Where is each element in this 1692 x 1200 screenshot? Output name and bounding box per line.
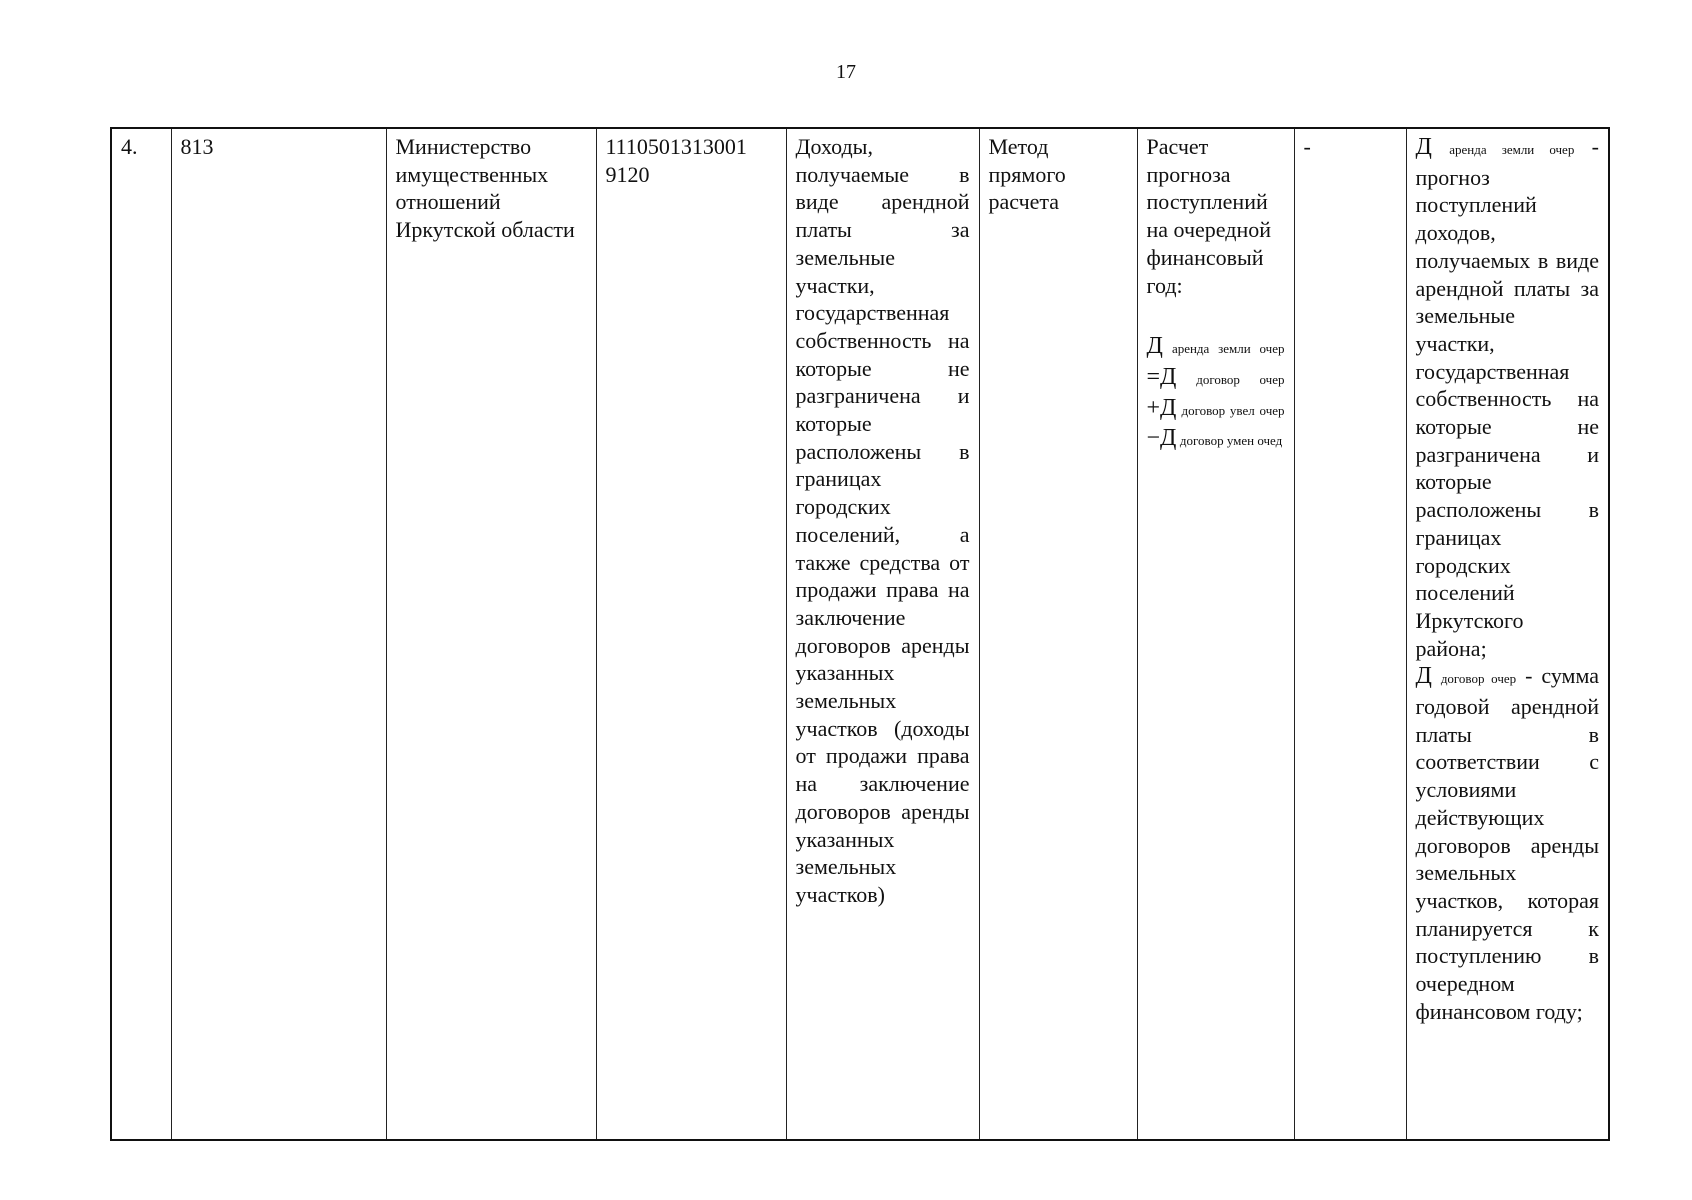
formula-subscript: договор умен очед — [1179, 433, 1283, 449]
definitions-cell — [1406, 128, 1609, 1140]
formula-equals-term: =Д — [1146, 363, 1177, 390]
admin-code-cell — [171, 128, 386, 1140]
definition-symbol: Д — [1415, 134, 1432, 160]
empty-cell — [1294, 128, 1406, 1140]
definition-item — [1416, 133, 1600, 662]
forecast-method: Метод прямого расчета — [988, 134, 1066, 215]
formula-symbol: Д — [1146, 333, 1163, 360]
formula-subscript: договор увел очер — [1181, 402, 1285, 418]
algorithm-cell — [1137, 128, 1294, 1140]
kbk-code-line2: 9120 — [605, 161, 650, 187]
definition-subscript: договор очер — [1440, 671, 1517, 687]
revenue-name: Доходы, получаемые в виде арендной платы за земельные участки, государственная собственность на которые не разграничена и которые расположены в границах городских поселений, а также средства от продажи права на заключение договоров аренды указанных земельных участков (доходы от продажи права на заключение договоров аренды указанных земельных участков) — [795, 134, 970, 907]
revenue-name-cell — [786, 128, 979, 1140]
definition-item — [1416, 662, 1600, 1025]
formula-minus-term: −Д — [1146, 425, 1177, 452]
row-index-cell — [111, 128, 171, 1140]
administrator-cell — [386, 128, 596, 1140]
algorithm-text: Расчет прогноза поступлений на очередной финансовый год: — [1146, 134, 1272, 298]
definition-text: сумма годовой арендной платы в соответствии с условиями действующих договоров аренды земельных участков, которая планируется к поступлению в очередном финансовом году; — [1415, 663, 1599, 1024]
row-index: 4. — [121, 134, 138, 159]
kbk-code-line1: 1110501313001 — [605, 134, 747, 159]
definition-dash: - — [1591, 134, 1599, 159]
definition-dash: - — [1525, 663, 1533, 689]
revenue-forecast-table — [110, 127, 1610, 1141]
formula-subscript: аренда земли очер — [1171, 341, 1285, 357]
table-row — [111, 128, 1609, 1140]
definition-text: прогноз поступлений доходов, получаемых в виде арендной платы за земельные участки, государственная собственность на которые не разграничена и которые расположены в границах городских поселений Иркутского района; — [1415, 164, 1599, 661]
definition-symbol: Д — [1415, 663, 1432, 690]
formula-subscript: договор очер — [1196, 371, 1285, 387]
dash-value: - — [1303, 134, 1311, 159]
formula-plus-term: +Д — [1146, 394, 1177, 421]
kbk-cell — [596, 128, 786, 1140]
definition-subscript: аренда земли очер — [1449, 142, 1575, 157]
administrator-name: Министерство имущественных отношений Иркутской области — [395, 134, 575, 243]
method-cell — [979, 128, 1137, 1140]
forecast-formula — [1147, 333, 1285, 456]
admin-code: 813 — [180, 134, 214, 159]
page-number: 17 — [836, 61, 856, 83]
